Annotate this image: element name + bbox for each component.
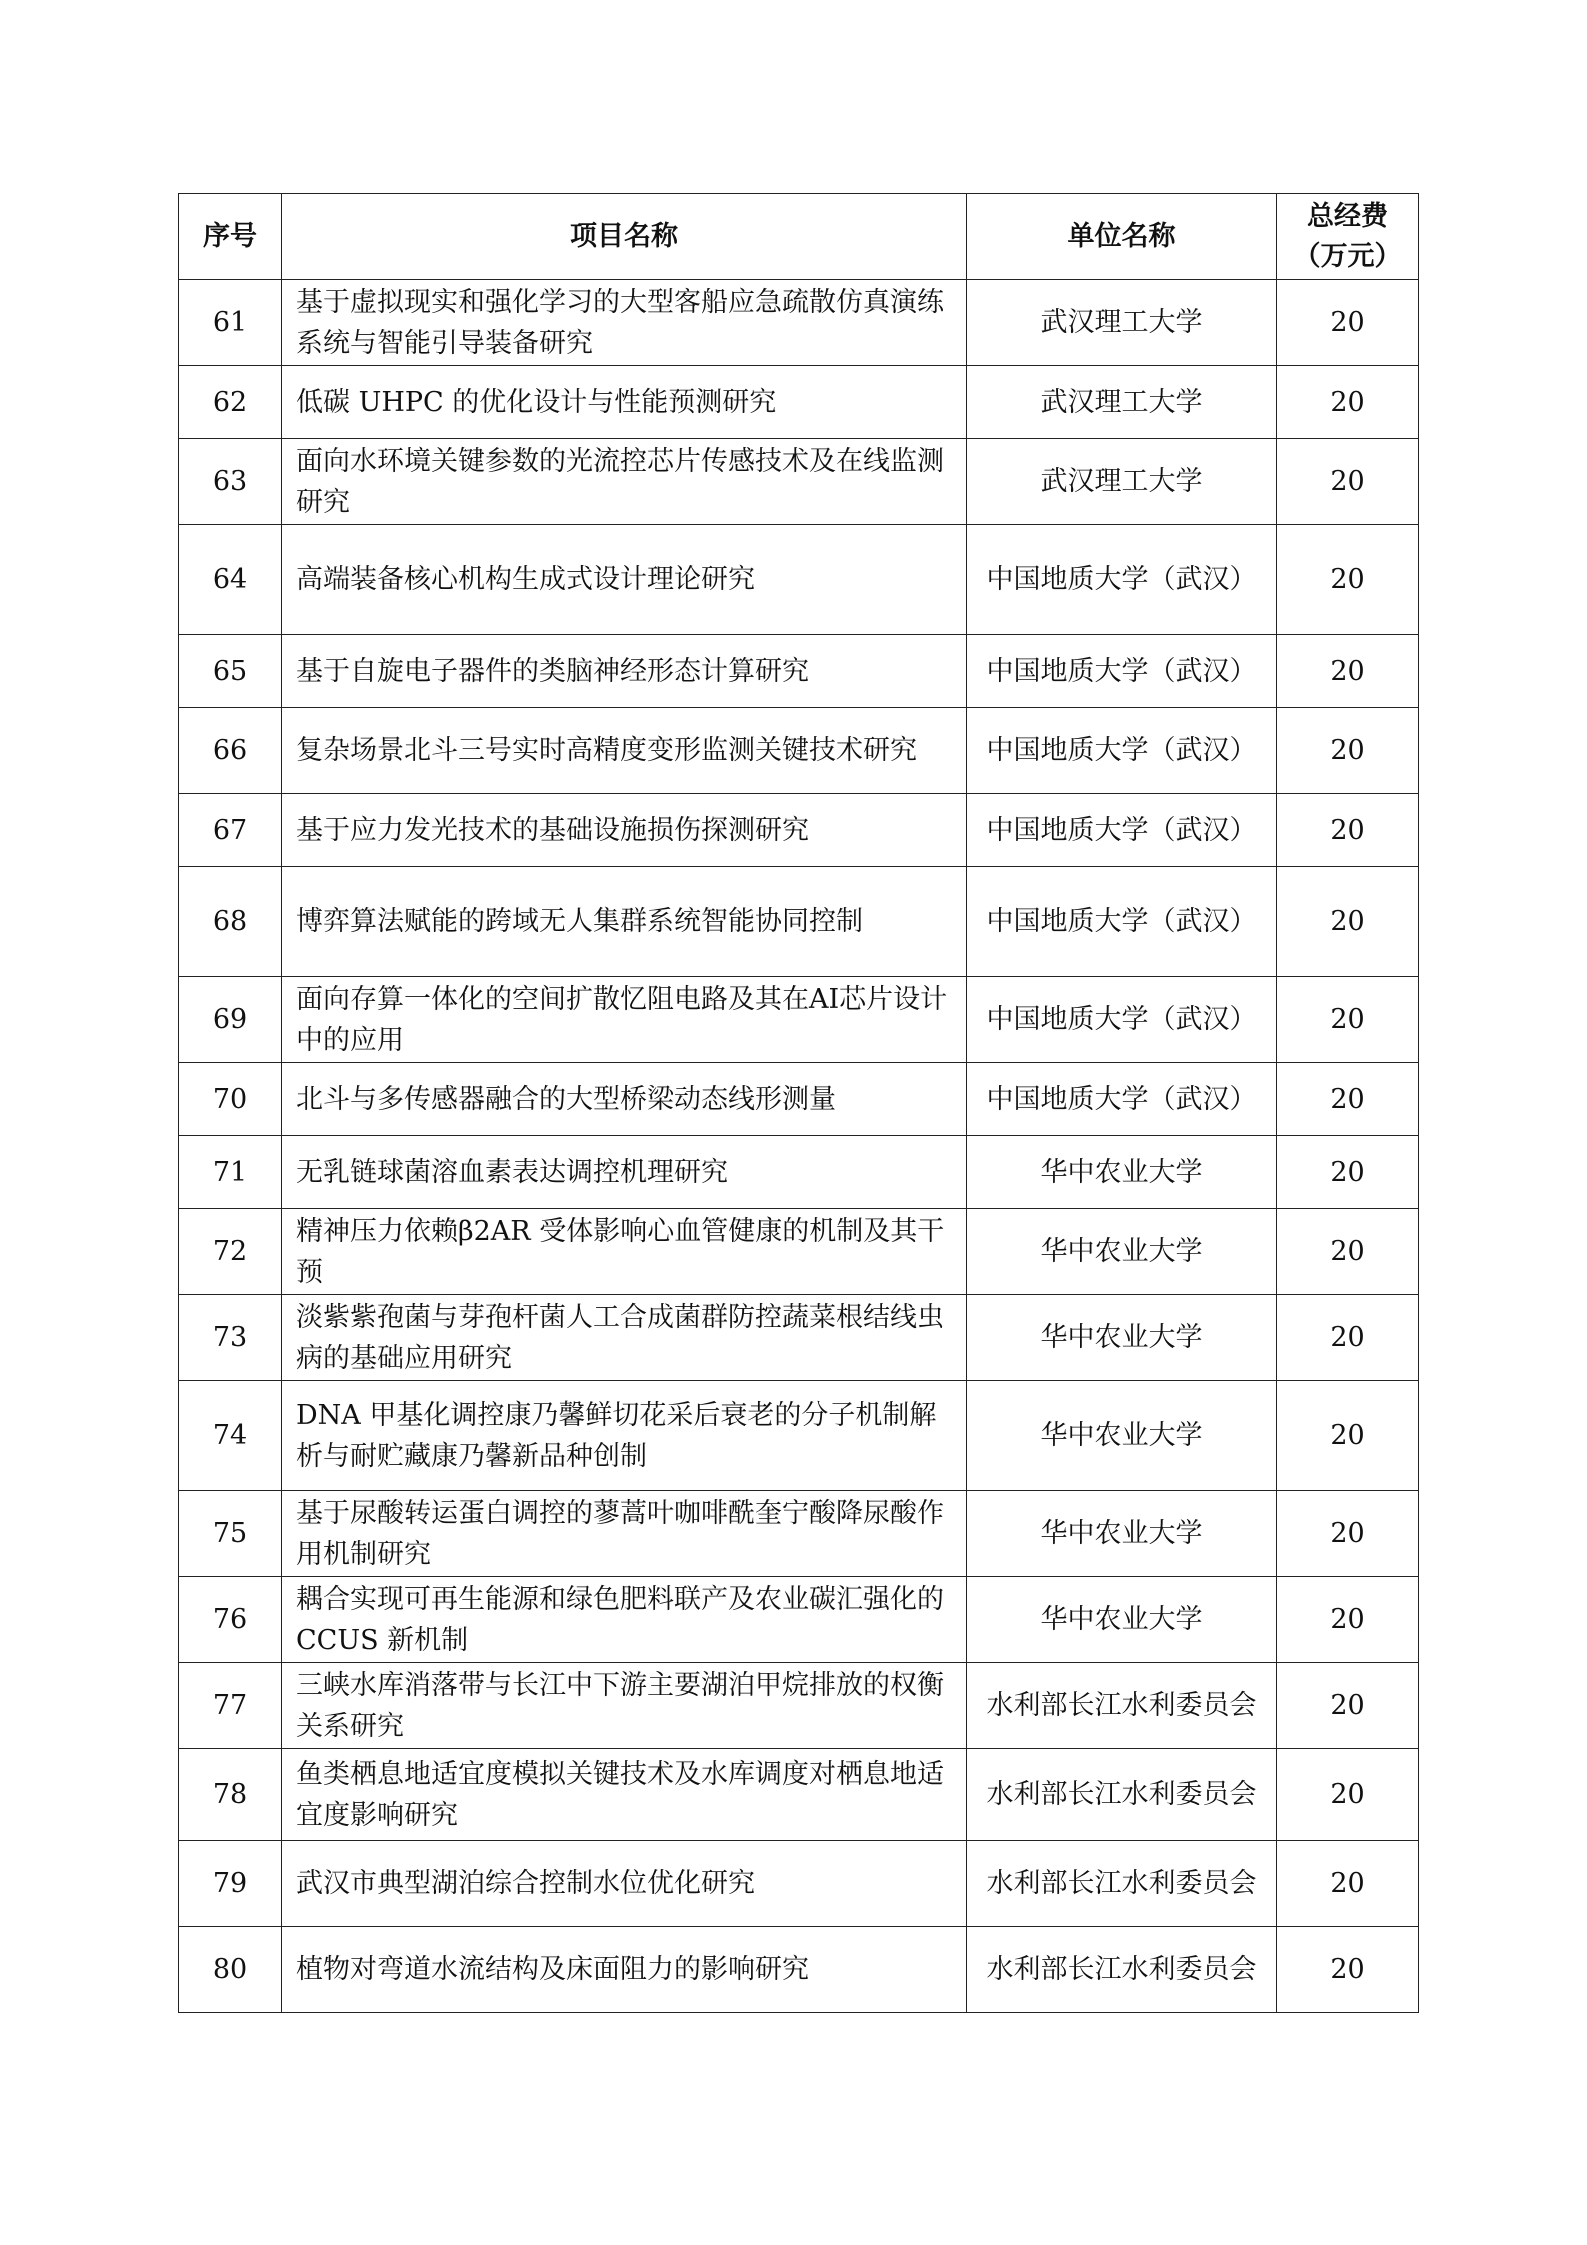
cell-total-fund: 20 <box>1277 867 1419 977</box>
table-row <box>179 867 1419 977</box>
cell-unit-name: 水利部长江水利委员会 <box>967 1841 1277 1927</box>
cell-total-fund: 20 <box>1277 1577 1419 1663</box>
cell-seq: 61 <box>179 280 282 366</box>
table-row <box>179 1927 1419 2013</box>
cell-project-name: 博弈算法赋能的跨域无人集群系统智能协同控制 <box>282 867 967 977</box>
cell-total-fund: 20 <box>1277 1749 1419 1841</box>
cell-project-name: 低碳 UHPC 的优化设计与性能预测研究 <box>282 366 967 439</box>
cell-total-fund: 20 <box>1277 977 1419 1063</box>
table-row <box>179 1381 1419 1491</box>
cell-total-fund: 20 <box>1277 794 1419 867</box>
cell-seq: 79 <box>179 1841 282 1927</box>
cell-project-name: 无乳链球菌溶血素表达调控机理研究 <box>282 1136 967 1209</box>
cell-total-fund: 20 <box>1277 366 1419 439</box>
cell-unit-name: 武汉理工大学 <box>967 366 1277 439</box>
cell-seq: 64 <box>179 525 282 635</box>
header-total-fund-line2: （万元） <box>1293 240 1402 272</box>
table-row <box>179 1749 1419 1841</box>
cell-unit-name: 中国地质大学（武汉） <box>967 794 1277 867</box>
cell-unit-name: 华中农业大学 <box>967 1295 1277 1381</box>
header-total-fund <box>1277 194 1419 280</box>
cell-seq: 67 <box>179 794 282 867</box>
cell-seq: 74 <box>179 1381 282 1491</box>
header-seq: 序号 <box>179 194 282 280</box>
table-row <box>179 635 1419 708</box>
cell-unit-name: 武汉理工大学 <box>967 280 1277 366</box>
cell-project-name: 耦合实现可再生能源和绿色肥料联产及农业碳汇强化的 CCUS 新机制 <box>282 1577 967 1663</box>
cell-unit-name: 中国地质大学（武汉） <box>967 1063 1277 1136</box>
cell-seq: 68 <box>179 867 282 977</box>
cell-unit-name: 中国地质大学（武汉） <box>967 867 1277 977</box>
cell-seq: 71 <box>179 1136 282 1209</box>
cell-total-fund: 20 <box>1277 1491 1419 1577</box>
cell-project-name: 北斗与多传感器融合的大型桥梁动态线形测量 <box>282 1063 967 1136</box>
table-row <box>179 1063 1419 1136</box>
cell-total-fund: 20 <box>1277 280 1419 366</box>
cell-seq: 63 <box>179 439 282 525</box>
cell-unit-name: 中国地质大学（武汉） <box>967 525 1277 635</box>
cell-total-fund: 20 <box>1277 1209 1419 1295</box>
cell-total-fund: 20 <box>1277 1136 1419 1209</box>
cell-project-name: 基于虚拟现实和强化学习的大型客船应急疏散仿真演练系统与智能引导装备研究 <box>282 280 967 366</box>
cell-unit-name: 水利部长江水利委员会 <box>967 1663 1277 1749</box>
cell-total-fund: 20 <box>1277 439 1419 525</box>
cell-unit-name: 武汉理工大学 <box>967 439 1277 525</box>
cell-project-name: 面向存算一体化的空间扩散忆阻电路及其在AI芯片设计中的应用 <box>282 977 967 1063</box>
cell-project-name: 基于应力发光技术的基础设施损伤探测研究 <box>282 794 967 867</box>
table-row <box>179 1136 1419 1209</box>
cell-unit-name: 华中农业大学 <box>967 1136 1277 1209</box>
table-row <box>179 1841 1419 1927</box>
cell-unit-name: 水利部长江水利委员会 <box>967 1749 1277 1841</box>
cell-unit-name: 中国地质大学（武汉） <box>967 708 1277 794</box>
cell-unit-name: 水利部长江水利委员会 <box>967 1927 1277 2013</box>
cell-seq: 73 <box>179 1295 282 1381</box>
cell-unit-name: 中国地质大学（武汉） <box>967 635 1277 708</box>
cell-seq: 62 <box>179 366 282 439</box>
cell-project-name: 鱼类栖息地适宜度模拟关键技术及水库调度对栖息地适宜度影响研究 <box>282 1749 967 1841</box>
cell-unit-name: 华中农业大学 <box>967 1491 1277 1577</box>
cell-seq: 72 <box>179 1209 282 1295</box>
cell-seq: 75 <box>179 1491 282 1577</box>
cell-project-name: 植物对弯道水流结构及床面阻力的影响研究 <box>282 1927 967 2013</box>
header-total-fund-line1: 总经费 <box>1307 200 1388 232</box>
cell-unit-name: 华中农业大学 <box>967 1577 1277 1663</box>
table-row <box>179 1209 1419 1295</box>
table-row <box>179 439 1419 525</box>
cell-project-name: 面向水环境关键参数的光流控芯片传感技术及在线监测研究 <box>282 439 967 525</box>
cell-unit-name: 中国地质大学（武汉） <box>967 977 1277 1063</box>
cell-total-fund: 20 <box>1277 708 1419 794</box>
project-funding-table <box>178 193 1419 2013</box>
cell-total-fund: 20 <box>1277 1927 1419 2013</box>
table-row <box>179 525 1419 635</box>
cell-seq: 69 <box>179 977 282 1063</box>
cell-seq: 70 <box>179 1063 282 1136</box>
table-row <box>179 708 1419 794</box>
cell-total-fund: 20 <box>1277 1381 1419 1491</box>
cell-seq: 78 <box>179 1749 282 1841</box>
cell-seq: 80 <box>179 1927 282 2013</box>
cell-project-name: 武汉市典型湖泊综合控制水位优化研究 <box>282 1841 967 1927</box>
cell-unit-name: 华中农业大学 <box>967 1381 1277 1491</box>
header-project-name: 项目名称 <box>282 194 967 280</box>
cell-project-name: 基于自旋电子器件的类脑神经形态计算研究 <box>282 635 967 708</box>
cell-unit-name: 华中农业大学 <box>967 1209 1277 1295</box>
table-row <box>179 1577 1419 1663</box>
table-row <box>179 1491 1419 1577</box>
cell-project-name: 三峡水库消落带与长江中下游主要湖泊甲烷排放的权衡关系研究 <box>282 1663 967 1749</box>
header-unit-name: 单位名称 <box>967 194 1277 280</box>
cell-total-fund: 20 <box>1277 1295 1419 1381</box>
cell-project-name: 基于尿酸转运蛋白调控的蓼蒿叶咖啡酰奎宁酸降尿酸作用机制研究 <box>282 1491 967 1577</box>
cell-total-fund: 20 <box>1277 1663 1419 1749</box>
cell-project-name: DNA 甲基化调控康乃馨鲜切花采后衰老的分子机制解析与耐贮藏康乃馨新品种创制 <box>282 1381 967 1491</box>
table-row <box>179 1663 1419 1749</box>
cell-seq: 66 <box>179 708 282 794</box>
table-row <box>179 977 1419 1063</box>
table-row <box>179 1295 1419 1381</box>
cell-seq: 76 <box>179 1577 282 1663</box>
table-row <box>179 280 1419 366</box>
cell-total-fund: 20 <box>1277 525 1419 635</box>
cell-seq: 77 <box>179 1663 282 1749</box>
cell-project-name: 淡紫紫孢菌与芽孢杆菌人工合成菌群防控蔬菜根结线虫病的基础应用研究 <box>282 1295 967 1381</box>
table-header-row <box>179 194 1419 280</box>
cell-project-name: 精神压力依赖β2AR 受体影响心血管健康的机制及其干预 <box>282 1209 967 1295</box>
cell-total-fund: 20 <box>1277 635 1419 708</box>
table-row <box>179 366 1419 439</box>
table-body <box>179 280 1419 2013</box>
cell-total-fund: 20 <box>1277 1063 1419 1136</box>
cell-total-fund: 20 <box>1277 1841 1419 1927</box>
cell-project-name: 高端装备核心机构生成式设计理论研究 <box>282 525 967 635</box>
cell-seq: 65 <box>179 635 282 708</box>
table-row <box>179 794 1419 867</box>
cell-project-name: 复杂场景北斗三号实时高精度变形监测关键技术研究 <box>282 708 967 794</box>
